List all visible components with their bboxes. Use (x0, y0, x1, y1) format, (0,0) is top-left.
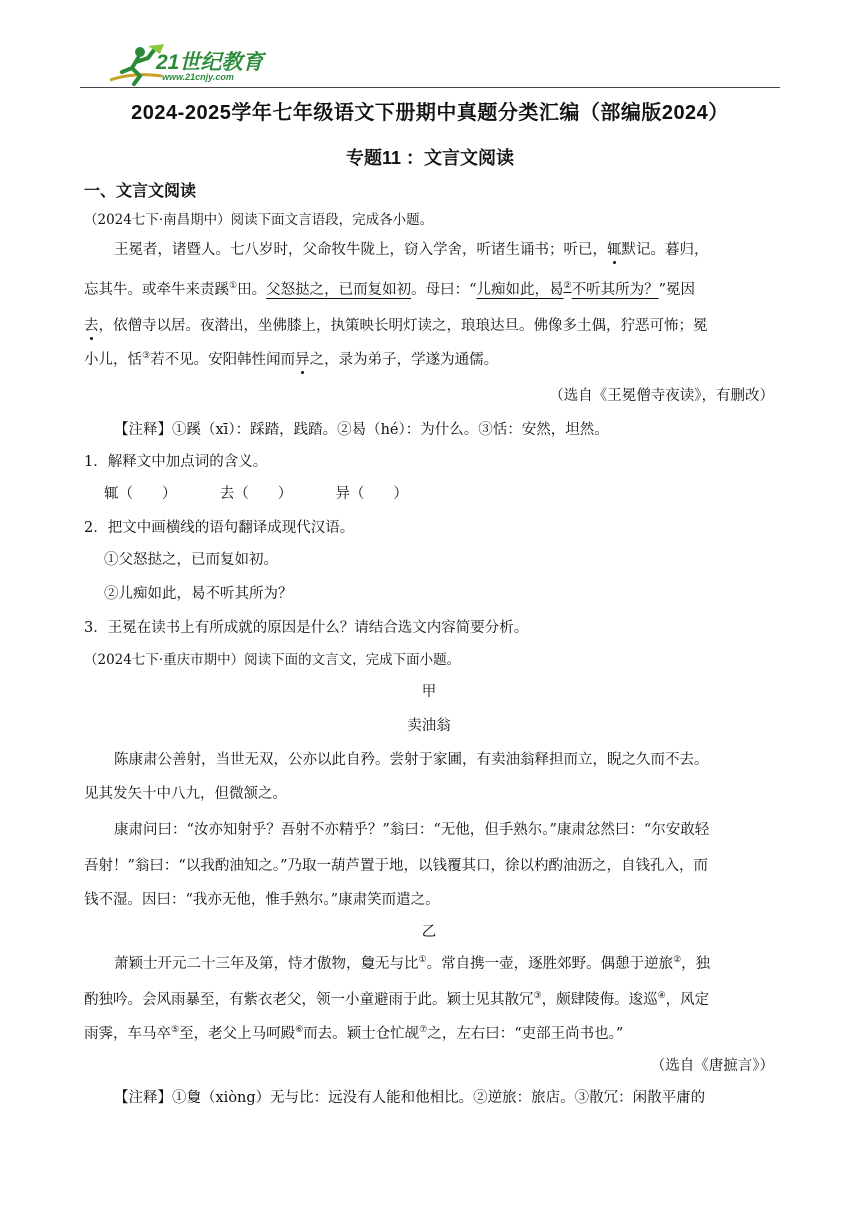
underlined-sentence-2b: 不听其所为？ (571, 282, 659, 298)
header-divider (80, 87, 780, 88)
question-2-item-2: ②儿痴如此，曷不听其所为？ (104, 586, 293, 602)
logo-url: www.21cnjy.com (162, 72, 234, 82)
question-3: 3．王冕在读书上有所成就的原因是什么？请结合选文内容简要分析。 (84, 620, 529, 636)
text-label-yi: 乙 (421, 924, 437, 940)
page-title: 2024-2025学年七年级语文下册期中真题分类汇编（部编版2024） (131, 102, 729, 124)
logo (104, 42, 274, 88)
passage1-line3: 去，依僧寺以居。夜潜出，坐佛膝上，执策映长明灯读之，琅琅达旦。佛像多土偶，狞恶可怖；冕 (84, 318, 708, 334)
text-title-maiyouweng: 卖油翁 (407, 718, 451, 734)
dotted-word-qu: 去 (84, 318, 99, 334)
blank-yi: 异（ ） (335, 486, 408, 502)
yi-line2: 酌独吟。会风雨暴至，有紫衣老父，领一小童避雨于此。颖士见其散冗③，颇肆陵侮。逡巡④，风定 (84, 991, 710, 1008)
question-2-item-1: ①父怒挞之，已而复如初。 (104, 552, 278, 568)
passage1-line1: 王冕者，诸暨人。七八岁时，父命牧牛陇上，窃入学舍，听诸生诵书；听已，辄默记。暮归， (114, 242, 709, 258)
passage1-line4: 小儿，恬③若不见。安阳韩性闻而异之，录为弟子，学遂为通儒。 (84, 351, 499, 368)
page-subtitle: 专题11 ：文言文阅读 (345, 148, 515, 168)
blank-qu: 去（ ） (219, 486, 293, 502)
passage1-line2: 忘其牛。或牵牛来责蹊①田。父怒挞之，已而复如初。母曰：“儿痴如此，曷②不听其所为？”冕因 (84, 281, 695, 298)
yi-line3: 雨霁，车马卒⑤至，老父上马呵殿⑥而去。颖士仓忙觇⑦之，左右曰：“吏部王尚书也。” (84, 1025, 624, 1042)
question-1-blanks (84, 482, 408, 503)
jia-p2-line3: 钱不湿。因曰：“我亦无他，惟手熟尔。”康肃笑而遣之。 (84, 892, 440, 908)
logo-text: 21世纪教育 (156, 51, 264, 74)
source-note-1: （2024七下·南昌期中）阅读下面文言语段，完成各小题。 (84, 212, 434, 228)
underlined-sentence-1: 父怒挞之，已而复如初 (266, 282, 412, 298)
annotation-2: 【注释】①敻（xiòng）无与比：远没有人能和他相比。②逆旅：旅店。③散冗：闲散平庸的 (114, 1090, 706, 1106)
dotted-word-zhe: 辄 (607, 242, 622, 258)
jia-p1-line1: 陈康肃公善射，当世无双，公亦以此自矜。尝射于家圃，有卖油翁释担而立，睨之久而不去。 (114, 752, 709, 768)
jia-p2-line1: 康肃问曰：“汝亦知射乎？吾射不亦精乎？”翁曰：“无他，但手熟尔。”康肃忿然曰：“尔安敢轻 (114, 822, 710, 838)
section-heading: 一、文言文阅读 (84, 183, 197, 200)
jia-p1-line2: 见其发矢十中八九，但微颔之。 (84, 786, 287, 802)
citation-2: （选自《唐摭言》） (650, 1058, 774, 1074)
text-label-jia: 甲 (421, 684, 437, 700)
yi-line1: 萧颖士开元二十三年及第，恃才傲物，敻无与比①。常自携一壶，逐胜郊野。偶憩于逆旅②，独 (114, 955, 711, 972)
annotation-1: 【注释】①蹊（xī）：踩踏，践踏。②曷（hé）：为什么。③恬：安然，坦然。 (114, 422, 609, 438)
jia-p2-line2: 吾射！”翁曰：“以我酌油知之。”乃取一葫芦置于地，以钱覆其口，徐以杓酌油沥之，自钱孔入，而 (84, 858, 708, 874)
blank-zhe: 辄（ ） (104, 486, 177, 502)
citation-1: （选自《王冕僧寺夜读》，有删改） (549, 388, 774, 404)
question-2: 2．把文中画横线的语句翻译成现代汉语。 (84, 520, 355, 536)
source-note-2: （2024七下·重庆市期中）阅读下面的文言文，完成下面小题。 (84, 652, 461, 668)
dotted-word-yi: 异 (295, 352, 310, 368)
underlined-sentence-2a: 儿痴如此，曷 (476, 282, 564, 298)
question-1: 1．解释文中加点词的含义。 (84, 454, 268, 470)
